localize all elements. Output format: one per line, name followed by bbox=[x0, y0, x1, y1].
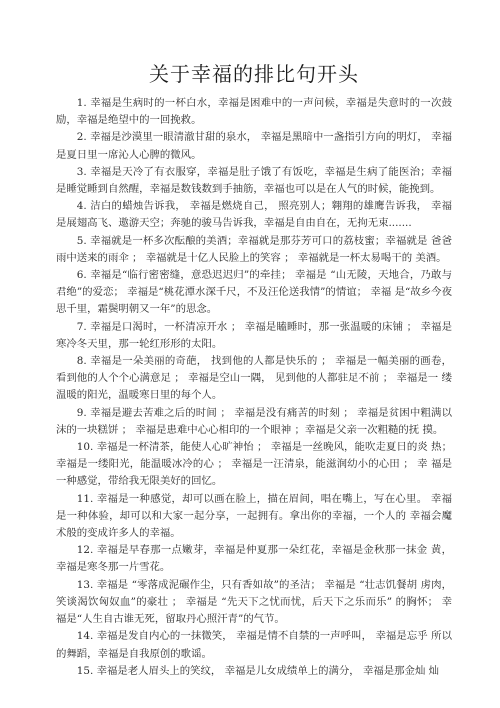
paragraph-13: 13. 幸福是 “零落成泥碾作尘，只有香如故”的圣洁； 幸福是 “壮志饥餐胡 虏肉，笑谈渴饮匈奴血”的豪壮 ； 幸福是 “先天下之忧而忧，后天下之乐而乐” 的胸怀； 幸福是“人生自古谁无死，留取丹心照汗青”的气节。 bbox=[56, 578, 452, 626]
paragraph-3: 3. 幸福是天冷了有衣服穿，幸福是肚子饿了有饭吃，幸福是生病了能医治；幸福是睡觉睡到自然醒，幸福是数钱数到手抽筋，幸福也可以是在人气的时候，能挽到。 bbox=[56, 165, 452, 196]
paragraph-12: 12. 幸福是早春那一点嫩芽，幸福是仲夏那一朵红花，幸福是金秋那一抹金 黄，幸福是寒冬那一片雪花。 bbox=[56, 544, 452, 574]
page-title: 关于幸福的排比句开头 bbox=[149, 62, 359, 86]
paragraph-11: 11. 幸福是一种感觉，却可以画在脸上，描在眉间，唱在嘴上，写在心里。 幸福是一种体验，却可以和大家一起分享，一起拥有。拿出你的幸福，一个人的 幸福会魔术般的变成许多人的幸福。 bbox=[56, 492, 452, 540]
paragraph-8: 8. 幸福是一朵美丽的奇葩， 找到他的人都是快乐的 ； 幸福是一幅美丽的画卷，看到他的人个个心满意足 ； 幸福是空山一隅， 见到他的人都驻足不前 ； 幸福是一 缕 温暖的阳光，温暖寒日里的每个人。 bbox=[56, 355, 452, 402]
paragraph-5: 5. 幸福就是一杯多次酝酿的美酒；幸福就是那芬芳可口的荔枝蜜；幸福就是 爸爸雨中送来的雨伞 ； 幸福就是十亿人民脸上的笑容 ； 幸福就是一杯太易喝干的 美酒。 bbox=[56, 234, 452, 264]
paragraph-6: 6. 幸福是“临行密密缝，意恐迟迟归”的牵挂； 幸福是 “山无陵，天地合，乃敢与君绝”的爱恋； 幸福是“桃花潭水深千尺，不及汪伦送我情”的情谊； 幸福 是“故乡今夜思千里，霜鬓明朝又一年”的思念。 bbox=[56, 269, 452, 316]
paragraph-14: 14. 幸福是发自内心的一抹微笑， 幸福是情不自禁的一声呼叫， 幸福是忘乎 所以的舞蹈，幸福是自我原创的歌谣。 bbox=[56, 630, 452, 660]
paragraph-7: 7. 幸福是口渴时，一杯清凉开水 ； 幸福是瞌睡时，那一张温暖的床铺 ； 幸福是寒冷冬天里，那一轮红形形的太阳。 bbox=[56, 320, 452, 350]
paragraph-10: 10. 幸福是一杯清茶，能使人心旷神怡 ； 幸福是一丝晚风，能吹走夏日的炎 热；幸福是一缕阳光，能温暖冰冷的心 ； 幸福是一汪清泉，能滋润幼小的心田 ； 幸 福是一种感觉，带给我无限美好的回忆。 bbox=[56, 441, 452, 488]
paragraph-4: 4. 洁白的蜡烛告诉我， 幸福是燃烧自己， 照亮别人；翱翔的雄鹰告诉我， 幸福是展翅高飞、遨游天空；奔驰的骏马告诉我，幸福是自由自在，无拘无束....... bbox=[56, 200, 452, 230]
paragraph-1: 1. 幸福是生病时的一杯白水，幸福是困难中的一声问候，幸福是失意时的一次鼓励，幸福是绝望中的一回挽救。 bbox=[56, 97, 452, 127]
paragraph-9: 9. 幸福是避去苦难之后的时间 ； 幸福是没有痛苦的时刻 ； 幸福是贫困中粗满以沫的一块糕饼 ； 幸福是患难中心心相印的一个眼神 ；幸福是父亲一次粗糙的抚 摸。 bbox=[56, 406, 452, 436]
paragraph-2: 2. 幸福是沙漠里一眼清澈甘甜的泉水， 幸福是黑暗中一盏指引方向的明灯， 幸福是夏日里一席沁人心脾的微风。 bbox=[56, 131, 452, 161]
paragraph-15: 15. 幸福是老人眉头上的笑纹， 幸福是儿女成绩单上的满分， 幸福是那金灿 灿 bbox=[76, 664, 440, 677]
